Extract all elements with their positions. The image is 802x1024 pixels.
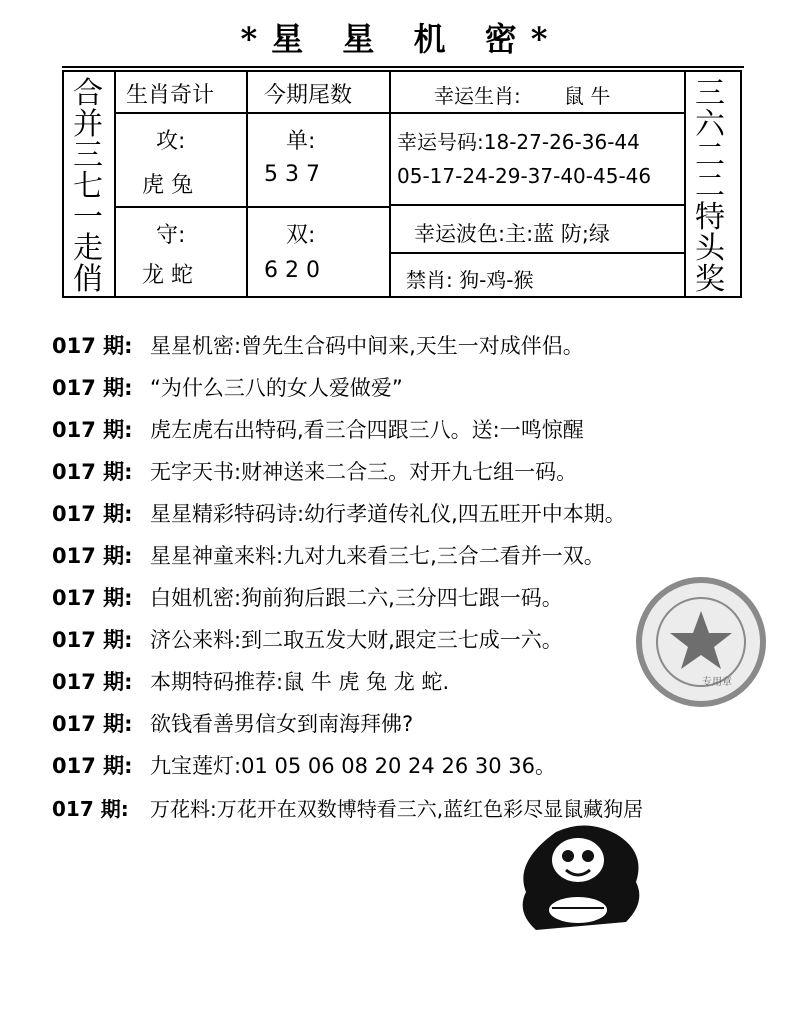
- lucky-number-line: [397, 126, 640, 155]
- attack-label: 攻:: [156, 129, 186, 154]
- monkey-mascot-icon: [496, 822, 666, 932]
- lucky-zodiac-value: 鼠 牛: [564, 84, 611, 108]
- tail-number-header: 今期尾数: [264, 83, 353, 108]
- list-item: 017 期: 欲钱看善男信女到南海拜佛?: [52, 712, 414, 736]
- stamp-label: 专用章: [702, 677, 732, 688]
- odd-label: 单:: [286, 129, 316, 154]
- prediction-list: [52, 324, 792, 828]
- divider: [246, 72, 248, 296]
- divider: [684, 72, 686, 296]
- seal-stamp: [636, 577, 766, 707]
- banned-zodiac: 禁肖: 狗-鸡-猴: [406, 268, 534, 292]
- attack-value: 虎 兔: [142, 173, 193, 198]
- list-item: 017 期: 本期特码推荐:鼠 牛 虎 兔 龙 蛇.: [52, 670, 450, 694]
- list-item: 017 期: 星星神童来料:九对九来看三七,三合二看并一双。: [52, 544, 605, 568]
- divider: [114, 206, 389, 208]
- even-value: 6 2 0: [264, 258, 320, 283]
- top-divider: [62, 66, 744, 68]
- lucky-color: 幸运波色:主:蓝 防;绿: [414, 222, 610, 246]
- list-item: 017 期: 白姐机密:狗前狗后跟二六,三分四七跟一码。: [52, 586, 563, 610]
- lucky-number-value: 18-27-26-36-44: [483, 130, 640, 154]
- divider: [114, 112, 684, 114]
- zodiac-header: 生肖奇计: [126, 83, 215, 108]
- odd-value: 5 3 7: [264, 162, 320, 187]
- list-item: 017 期: 星星精彩特码诗:幼行孝道传礼仪,四五旺开中本期。: [52, 502, 626, 526]
- lucky-number-row2: 05-17-24-29-37-40-45-46: [397, 164, 652, 188]
- list-item: 017 期: 无字天书:财神送来二合三。对开九七组一码。: [52, 460, 578, 484]
- page-title: *星 星 机 密*: [240, 20, 562, 58]
- divider: [389, 72, 391, 296]
- list-item: 017 期: 万花料:万花开在双数博特看三六,蓝红色彩尽显鼠藏狗居: [52, 796, 644, 821]
- star-icon: [642, 583, 760, 701]
- defend-label: 守:: [156, 223, 186, 248]
- list-item: 017 期: 济公来料:到二取五发大财,跟定三七成一六。: [52, 628, 563, 652]
- divider: [389, 252, 684, 254]
- list-item: 017 期: 星星机密:曾先生合码中间来,天生一对成伴侣。: [52, 334, 584, 358]
- list-item: 017 期: “为什么三八的女人爱做爱”: [52, 376, 403, 400]
- list-item: 017 期: 虎左虎右出特码,看三合四跟三八。送:一鸣惊醒: [52, 418, 584, 442]
- lucky-zodiac-label: 幸运生肖:: [434, 84, 521, 108]
- divider: [389, 204, 684, 206]
- left-vertical-slogan: 合 并 三 七 一 走 俏: [73, 76, 103, 297]
- defend-value: 龙 蛇: [142, 263, 193, 288]
- info-table: [62, 70, 742, 298]
- even-label: 双:: [286, 223, 316, 248]
- divider: [114, 72, 116, 296]
- list-item: 017 期: 九宝莲灯:01 05 06 08 20 24 26 30 36。: [52, 754, 556, 778]
- right-vertical-slogan: 三 六 二 二 特 头 奖: [695, 76, 725, 297]
- lucky-number-label: 幸运号码:: [397, 130, 484, 154]
